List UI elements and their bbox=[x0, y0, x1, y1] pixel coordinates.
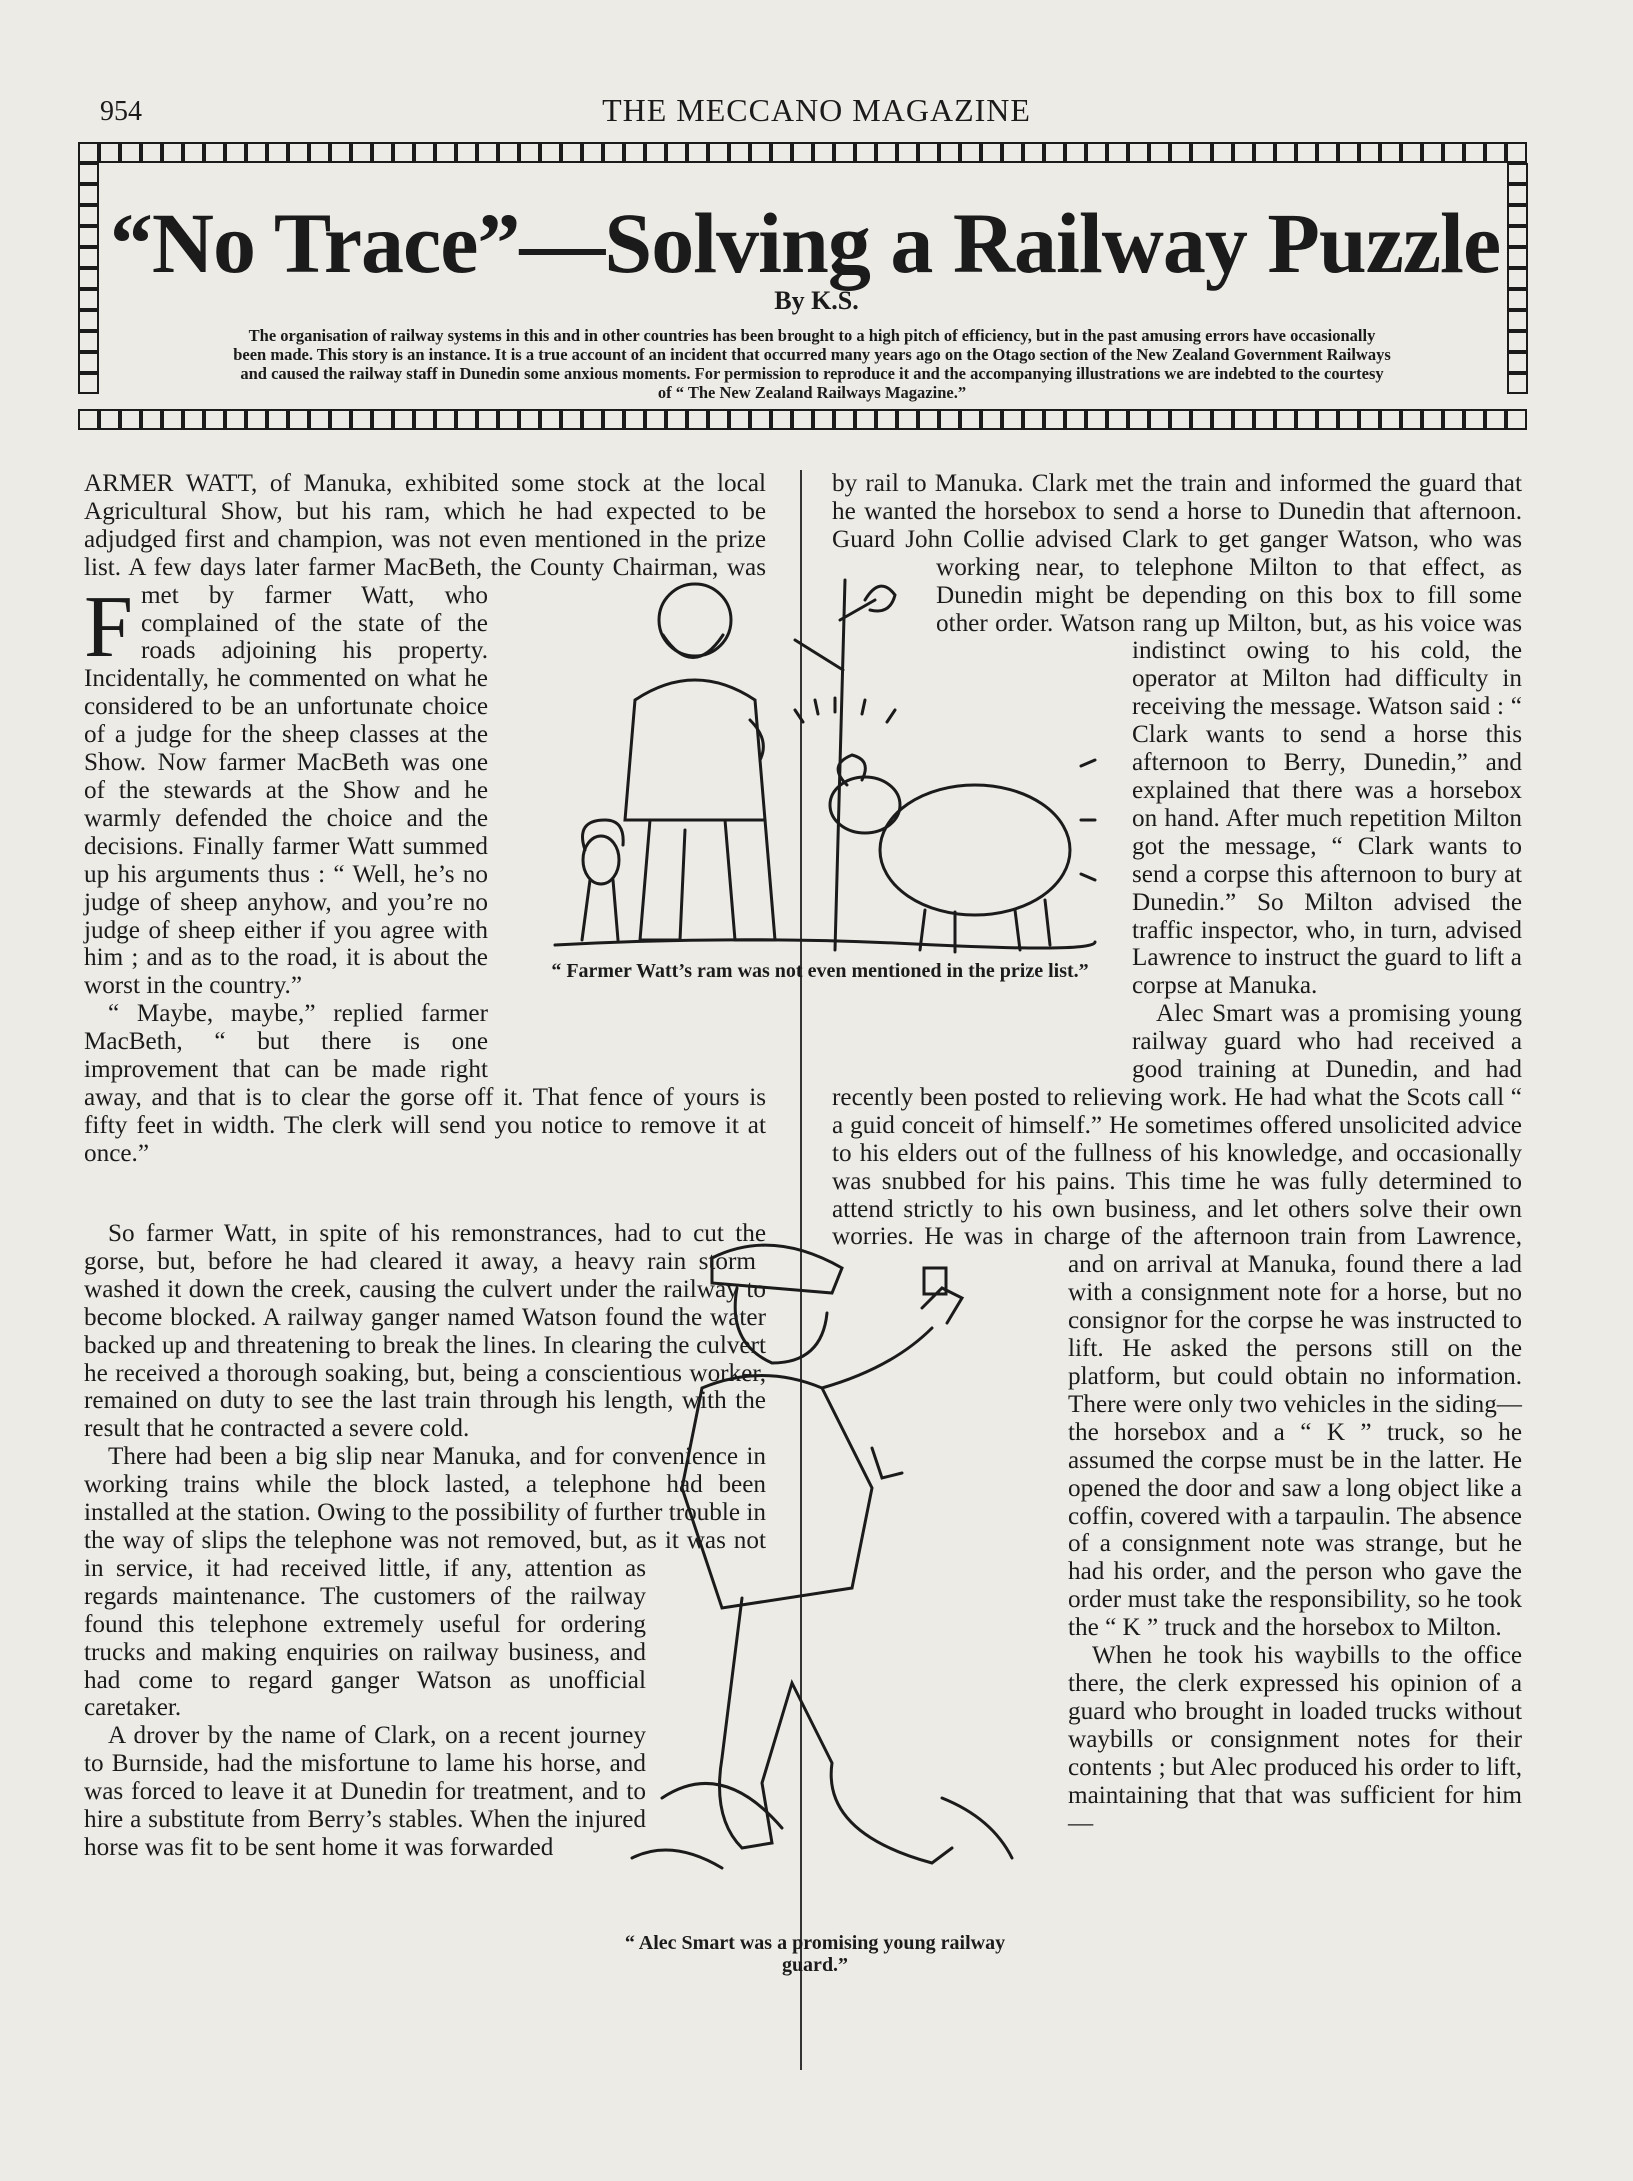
border-square bbox=[1444, 410, 1463, 429]
border-square bbox=[1276, 143, 1295, 162]
border-square bbox=[79, 185, 98, 204]
paragraph: F ARMER WATT, of Manuka, exhibited some stock at the local Agricultural Show, but his ram, which he had expected to be adjudged first and champion, was not even mentioned in the prize list. A few days later farmer MacBeth, the County Chairman, was met by farmer Watt, who complained of the state of the roads adjoining his property. Incidentally, he commented on what he considered to be an unfortunate choice of a judge for the sheep classes at the Show. Now farmer MacBeth was one of the stewards at the Show and he warmly defended the choice and the decisions. Finally farmer Watt summed up his arguments thus : “ Well, he’s no judge of sheep anyhow, and you’re no judge of sheep either if you agree with him ; and as to the road, it is about the worst in the country.” bbox=[84, 470, 766, 1000]
border-square bbox=[541, 410, 560, 429]
border-square bbox=[1360, 143, 1379, 162]
page-number: 954 bbox=[100, 96, 142, 127]
border-square bbox=[1087, 410, 1106, 429]
border-square bbox=[247, 143, 266, 162]
border-square bbox=[184, 410, 203, 429]
border-square bbox=[394, 410, 413, 429]
border-square bbox=[1486, 143, 1505, 162]
border-square bbox=[1508, 248, 1527, 267]
border-square bbox=[247, 410, 266, 429]
border-square bbox=[352, 143, 371, 162]
border-square bbox=[1192, 143, 1211, 162]
caption-farmer: “ Farmer Watt’s ram was not even mentioned in the prize list.” bbox=[551, 960, 1089, 982]
border-square bbox=[772, 143, 791, 162]
border-square bbox=[1508, 185, 1527, 204]
guard-illustration bbox=[622, 1238, 1052, 1898]
border-square bbox=[100, 143, 119, 162]
paragraph: There had been a big slip near Manuka, and for convenience in working trains while the block lasted, a telephone had been installed at the station. Owing to the possibility of further trouble in the way of slips the telephone was not removed, but, as it was not in service, it had received little, if any, attention as regards maintenance. The customers of the railway found this telephone extremely useful for ordering trucks and making enquiries on railway business, and had come to regard ganger Watson as unofficial caretaker. bbox=[84, 1443, 766, 1722]
border-square bbox=[1508, 227, 1527, 246]
border-square bbox=[1381, 410, 1400, 429]
border-square bbox=[1276, 410, 1295, 429]
border-square bbox=[478, 143, 497, 162]
border-square bbox=[667, 143, 686, 162]
border-square bbox=[142, 410, 161, 429]
border-square bbox=[1171, 410, 1190, 429]
border-square bbox=[352, 410, 371, 429]
border-square bbox=[604, 143, 623, 162]
border-square bbox=[856, 410, 875, 429]
border-square bbox=[961, 143, 980, 162]
border-square bbox=[1423, 410, 1442, 429]
paragraph: “ Maybe, maybe,” replied farmer MacBeth, “ but there is one improvement that can be made right away, and that is to clear the gorse off it. That fence of yours is fifty feet in width. The clerk will send you notice to remove it at once.” bbox=[84, 1000, 766, 1167]
border-square bbox=[1339, 410, 1358, 429]
border-square bbox=[751, 410, 770, 429]
border-square bbox=[877, 143, 896, 162]
border-square bbox=[499, 410, 518, 429]
border-square bbox=[331, 143, 350, 162]
border-square bbox=[268, 143, 287, 162]
intro-text: The organisation of railway systems in this and in other countries has been brought to a high pitch of efficiency, but in the past amusing errors have occasionally been made. This story is an instance. It is a true account of an incident that occurred many years ago on the Otago section of the New Zealand Government Railways and caused the railway staff in Dunedin some anxious moments. For permission to reproduce it and the accompanying illustrations we are indebted to the courtesy of “ The New Zealand Railways Magazine.” bbox=[233, 326, 1391, 402]
byline: By K.S. bbox=[774, 286, 859, 315]
border-square bbox=[79, 353, 98, 372]
border-square bbox=[1507, 410, 1526, 429]
border-square bbox=[1318, 143, 1337, 162]
border-square bbox=[1171, 143, 1190, 162]
border-square bbox=[1444, 143, 1463, 162]
border-square bbox=[79, 374, 98, 393]
border-square bbox=[478, 410, 497, 429]
border-square bbox=[289, 143, 308, 162]
border-square bbox=[583, 143, 602, 162]
border-square bbox=[1508, 353, 1527, 372]
border-square bbox=[1150, 143, 1169, 162]
border-square bbox=[1213, 410, 1232, 429]
border-square bbox=[121, 143, 140, 162]
border-square bbox=[562, 410, 581, 429]
border-square bbox=[79, 248, 98, 267]
border-square bbox=[793, 143, 812, 162]
border-square bbox=[1402, 143, 1421, 162]
border-square bbox=[688, 143, 707, 162]
border-square bbox=[730, 410, 749, 429]
border-square bbox=[877, 410, 896, 429]
border-square bbox=[1108, 143, 1127, 162]
border-square bbox=[1507, 143, 1526, 162]
border-square bbox=[730, 143, 749, 162]
border-square bbox=[541, 143, 560, 162]
border-square bbox=[646, 410, 665, 429]
border-square bbox=[982, 410, 1001, 429]
border-square bbox=[793, 410, 812, 429]
border-square bbox=[457, 410, 476, 429]
paragraph: So farmer Watt, in spite of his remonstrances, had to cut the gorse, but, before he had cleared it away, a heavy rain storm washed it down the creek, causing the culvert under the railway to become blocked. A railway ganger named Watson found the water backed up and threatening to break the lines. In clearing the culvert he received a thorough soaking, but, being a conscientious worker, remained on duty to see the last train through his length, with the result that he contracted a severe cold. bbox=[84, 1220, 766, 1443]
border-square bbox=[1381, 143, 1400, 162]
article-title: “No Trace”—Solving a Railway Puzzle bbox=[109, 195, 1501, 291]
border-square bbox=[79, 410, 98, 429]
border-square bbox=[982, 143, 1001, 162]
border-square bbox=[79, 332, 98, 351]
border-square bbox=[1486, 410, 1505, 429]
border-square bbox=[1108, 410, 1127, 429]
border-square bbox=[835, 410, 854, 429]
border-square bbox=[1087, 143, 1106, 162]
border-square bbox=[709, 143, 728, 162]
border-square bbox=[331, 410, 350, 429]
border-square bbox=[1465, 410, 1484, 429]
border-square bbox=[583, 410, 602, 429]
border-square bbox=[940, 143, 959, 162]
paragraph: by rail to Manuka. Clark met the train and informed the guard that he wanted the horsebox to send a horse to Dunedin that afternoon. Guard John Collie advised Clark to get ganger Watson, who was working near, to telephone Milton to that effect, as Dunedin might be depending on this box to fill some other order. Watson rang up Milton, but, as his voice was indistinct owing to his cold, the operator at Milton had difficulty in receiving the message. Watson said : “ Clark wants to send a horse this afternoon to Berry, Dunedin,” and explained that there was a horsebox on hand. After much repetition Milton got the message, “ Clark wants to send a corpse this afternoon to bury at Dunedin.” So Milton advised the traffic inspector, who, in turn, advised Lawrence to instruct the guard to lift a corpse at Manuka. bbox=[832, 470, 1522, 1000]
border-square bbox=[1024, 143, 1043, 162]
border-square bbox=[1255, 410, 1274, 429]
border-square bbox=[121, 410, 140, 429]
border-square bbox=[289, 410, 308, 429]
border-square bbox=[436, 410, 455, 429]
border-square bbox=[1003, 410, 1022, 429]
border-square bbox=[1129, 410, 1148, 429]
border-square bbox=[394, 143, 413, 162]
border-square bbox=[1066, 410, 1085, 429]
paragraph: A drover by the name of Clark, on a recent journey to Burnside, had the misfortune to lame his horse, and was forced to leave it at Dunedin for treatment, and to hire a substitute from Berry’s stables. When the injured horse was fit to be sent home it was forwarded bbox=[84, 1722, 646, 1861]
border-square bbox=[499, 143, 518, 162]
border-square bbox=[79, 164, 98, 183]
border-square bbox=[646, 143, 665, 162]
border-square bbox=[919, 410, 938, 429]
border-square bbox=[940, 410, 959, 429]
border-square bbox=[1360, 410, 1379, 429]
border-square bbox=[667, 410, 686, 429]
border-square bbox=[1003, 143, 1022, 162]
border-square bbox=[751, 143, 770, 162]
border-square bbox=[268, 410, 287, 429]
border-square bbox=[457, 143, 476, 162]
border-square bbox=[1234, 143, 1253, 162]
caption-guard: “ Alec Smart was a promising young railway guard.” bbox=[624, 1932, 1006, 1976]
border-square bbox=[856, 143, 875, 162]
border-square bbox=[310, 410, 329, 429]
border-square bbox=[814, 410, 833, 429]
border-square bbox=[1150, 410, 1169, 429]
border-square bbox=[415, 410, 434, 429]
paragraph: When he took his waybills to the office there, the clerk expressed his opinion of a guard who brought in loaded trucks without waybills or consignment notes for their contents ; but Alec produced his order to lift, maintaining that that was sufficient for him— bbox=[1068, 1642, 1522, 1837]
border-square bbox=[625, 143, 644, 162]
border-square bbox=[1423, 143, 1442, 162]
border-square bbox=[814, 143, 833, 162]
border-square bbox=[1508, 206, 1527, 225]
border-square bbox=[163, 143, 182, 162]
border-square bbox=[163, 410, 182, 429]
border-square bbox=[205, 410, 224, 429]
border-square bbox=[1339, 143, 1358, 162]
border-square bbox=[1297, 143, 1316, 162]
border-square bbox=[415, 143, 434, 162]
border-square bbox=[1508, 374, 1527, 393]
border-square bbox=[709, 410, 728, 429]
border-square bbox=[79, 227, 98, 246]
border-square bbox=[1508, 164, 1527, 183]
border-square bbox=[1045, 143, 1064, 162]
border-square bbox=[100, 410, 119, 429]
border-square bbox=[373, 410, 392, 429]
border-square bbox=[1318, 410, 1337, 429]
border-square bbox=[79, 206, 98, 225]
border-square bbox=[1297, 410, 1316, 429]
border-square bbox=[604, 410, 623, 429]
border-square bbox=[520, 410, 539, 429]
border-square bbox=[142, 143, 161, 162]
border-square bbox=[562, 143, 581, 162]
border-square bbox=[1129, 143, 1148, 162]
farmer-ram-illustration bbox=[535, 560, 1115, 960]
border-square bbox=[1508, 332, 1527, 351]
border-square bbox=[79, 143, 98, 162]
paragraph: Alec Smart was a promising young railway guard who had received a good training at Dunedin, and had recently been posted to relieving work. He had what the Scots call “ a guid conceit of himself.” He sometimes offered unsolicited advice to his elders out of the fullness of his knowledge, and occasionally was snubbed for his pains. This time he was fully determined to attend strictly to his own business, and let others solve their own worries. He was in charge of the afternoon train from Lawrence, and on arrival at Manuka, found there a lad with a consignment note for a horse, but no consignor for the corpse he was instructed to lift. He asked the persons still on the platform, but could obtain no information. There were only two vehicles in the siding—the horsebox and a “ K ” truck, so he assumed the corpse must be in the latter. He opened the door and saw a long object like a coffin, covered with a tarpaulin. The absence of a consignment note was strange, but he had his order, and the person who gave the order must take the responsibility, so he took the “ K ” truck and the horsebox to Milton. bbox=[832, 1000, 1522, 1642]
border-square bbox=[1066, 143, 1085, 162]
border-square bbox=[961, 410, 980, 429]
border-square bbox=[436, 143, 455, 162]
magazine-title: THE MECCANO MAGAZINE bbox=[602, 92, 1031, 128]
border-square bbox=[1234, 410, 1253, 429]
border-square bbox=[184, 143, 203, 162]
border-square bbox=[205, 143, 224, 162]
border-square bbox=[688, 410, 707, 429]
border-square bbox=[310, 143, 329, 162]
border-square bbox=[772, 410, 791, 429]
border-square bbox=[1192, 410, 1211, 429]
border-square bbox=[1402, 410, 1421, 429]
border-square bbox=[226, 143, 245, 162]
border-square bbox=[625, 410, 644, 429]
drop-cap: F bbox=[84, 579, 133, 676]
border-square bbox=[1255, 143, 1274, 162]
border-square bbox=[1024, 410, 1043, 429]
border-square bbox=[1213, 143, 1232, 162]
border-square bbox=[898, 410, 917, 429]
border-square bbox=[226, 410, 245, 429]
border-square bbox=[1465, 143, 1484, 162]
border-square bbox=[520, 143, 539, 162]
border-square bbox=[1045, 410, 1064, 429]
border-square bbox=[835, 143, 854, 162]
border-square bbox=[373, 143, 392, 162]
border-square bbox=[919, 143, 938, 162]
border-square bbox=[898, 143, 917, 162]
